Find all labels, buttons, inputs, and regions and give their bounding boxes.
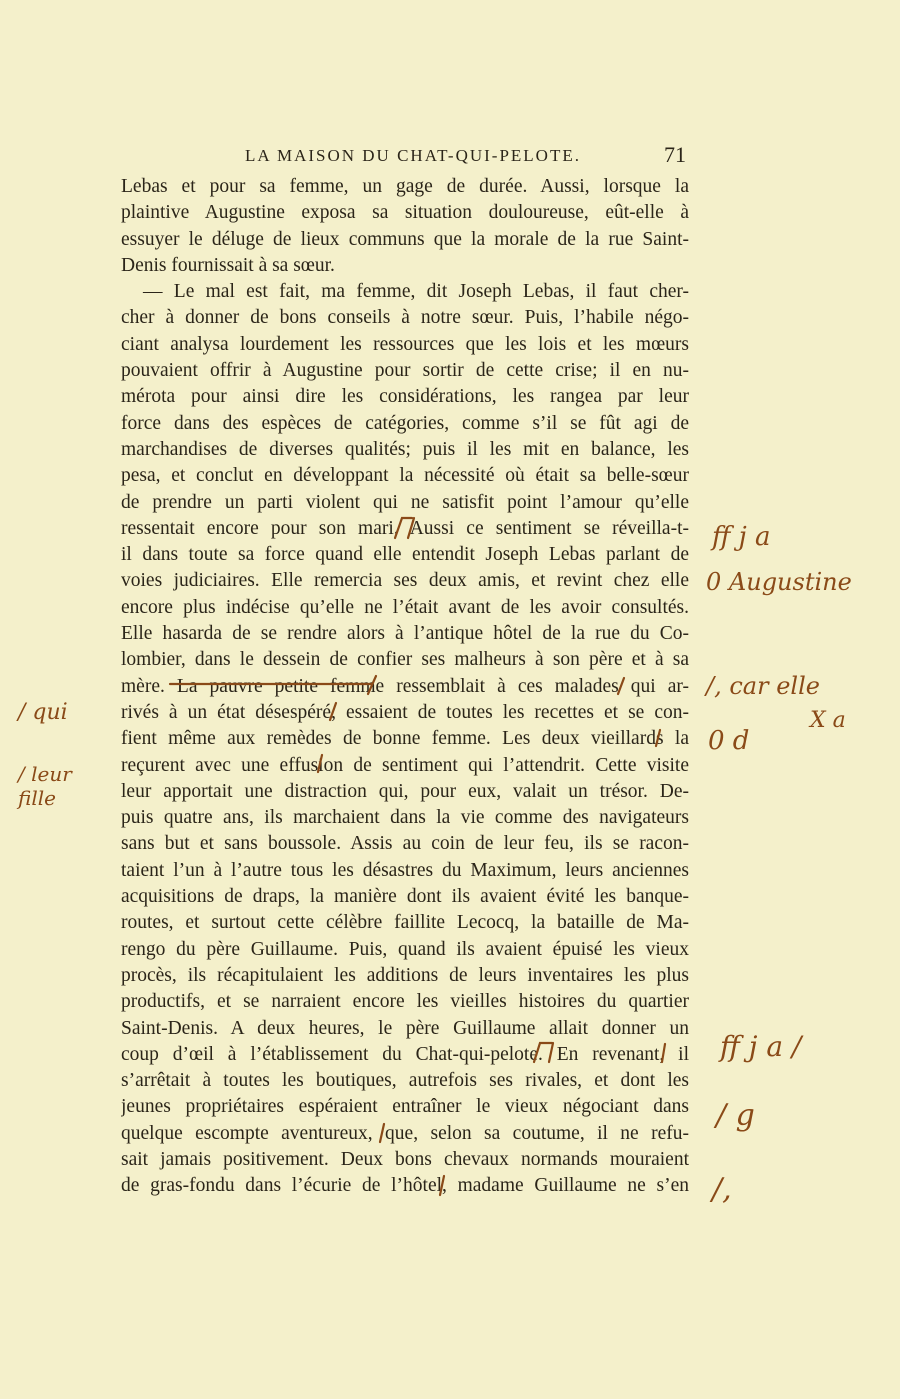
text-line: de prendre un parti violent qui ne satisfit point l’amour qu’elle: [121, 491, 689, 513]
text-line: — Le mal est fait, ma femme, dit Joseph Lebas, il faut cher-: [143, 281, 689, 303]
text-line: puis quatre ans, ils marchaient dans la vie comme des navigateurs: [121, 807, 689, 829]
margin-note: ff j a /: [720, 1030, 802, 1063]
insert-mark: [618, 678, 624, 694]
text-line: pouvaient offrir à Augustine pour sortir de cette crise; il en nu-: [121, 360, 689, 382]
margin-note: 0 d: [708, 726, 750, 756]
margin-note: /, car elle: [706, 672, 820, 700]
insert-mark: [656, 730, 660, 746]
text-line: Denis fournissait à sa sœur.: [121, 254, 335, 276]
text-line: marchandises de diverses qualités; puis il les mit en balance, les: [121, 438, 689, 460]
text-line: leur apportait une distraction qui, pour eux, valait un trésor. De-: [121, 780, 689, 802]
text-line: essuyer le déluge de lieux communs que la morale de la rue Saint-: [121, 228, 689, 250]
text-line: rivés à un état désespéré, essaient de toutes les recettes et se con-: [121, 701, 689, 723]
text-line: ressentait encore pour son mari. Aussi ce sentiment se réveilla-t-: [121, 517, 689, 539]
text-line: Saint-Denis. A deux heures, le père Guillaume allait donner un: [121, 1017, 689, 1039]
margin-note: / qui: [18, 700, 68, 725]
text-line: mère. La pauvre petite femme ressemblait à ces malades qui ar-: [121, 675, 689, 697]
margin-note: 0 Augustine: [706, 568, 852, 596]
text-line: lombier, dans le dessein de confier ses malheurs à son père et à sa: [121, 649, 689, 671]
margin-note: / leur fille: [18, 762, 72, 810]
text-line: coup d’œil à l’établissement du Chat-qui-pelote. En revenant, il: [121, 1043, 689, 1065]
text-line: Lebas et pour sa femme, un gage de durée. Aussi, lorsque la: [121, 176, 689, 197]
text-line: de gras-fondu dans l’écurie de l’hôtel, madame Guillaume ne s’en: [121, 1175, 689, 1197]
text-line: cher à donner de bons conseils à notre sœur. Puis, l’habile négo-: [121, 307, 689, 329]
text-line: mérota pour ainsi dire les considérations, les rangea par leur: [121, 386, 689, 408]
text-line: taient l’un à l’autre tous les désastres du Maximum, leurs anciennes: [121, 859, 689, 881]
page-number: 71: [664, 142, 686, 167]
insert-mark: [549, 1043, 553, 1062]
text-line: rengo du père Guillaume. Puis, quand ils avaient épuisé les vieux: [121, 938, 689, 960]
text-line: productifs, et se narraient encore les vieilles histoires du quartier: [121, 991, 689, 1013]
insert-mark: [662, 1044, 665, 1062]
text-line: reçurent avec une effusion de sentiment qui l’attendrit. Cette visite: [121, 754, 689, 776]
text-line: il dans toute sa force quand elle entendit Joseph Lebas parlant de: [121, 544, 689, 566]
text-line: fient même aux remèdes de bonne femme. Les deux vieillards la: [121, 728, 689, 750]
text-line: plaintive Augustine exposa sa situation douloureuse, eût-elle à: [121, 202, 689, 224]
text-line: force dans des espèces de catégories, comme s’il se fût agi de: [121, 412, 689, 434]
text-line: procès, ils récapitulaient les additions de leurs inventaires les plus: [121, 964, 689, 986]
insert-mark: [318, 755, 322, 772]
text-line: encore plus indécise qu’elle ne l’était avant de les avoir consultés.: [121, 596, 689, 618]
text-line: ciant analysa lourdement les ressources que les lois et les mœurs: [121, 333, 689, 355]
text-line: acquisitions de draps, la manière dont ils avaient évité les banque-: [121, 886, 689, 908]
text-line: sans but et sans boussole. Assis au coin de leur feu, ils se racon-: [121, 833, 689, 855]
margin-note: ff j a: [712, 522, 771, 552]
insert-mark: [380, 1124, 384, 1142]
text-line: s’arrêtait à toutes les boutiques, autrefois ses rivales, et dont les: [121, 1070, 689, 1092]
insert-mark: [408, 518, 414, 538]
running-title: LA MAISON DU CHAT-QUI-PELOTE.: [245, 146, 581, 165]
text-line: jeunes propriétaires espéraient entraîner le vieux négociant dans: [121, 1096, 689, 1118]
text-line: Elle hasarda de se rendre alors à l’antique hôtel de la rue du Co-: [121, 623, 689, 645]
text-line: routes, et surtout cette célèbre faillite Lecocq, la bataille de Ma-: [121, 912, 689, 934]
margin-note: / g: [716, 1098, 755, 1133]
text-line: voies judiciaires. Elle remercia ses deux amis, et revint chez elle: [121, 570, 689, 592]
text-line: sait jamais positivement. Deux bons chevaux normands mouraient: [121, 1148, 689, 1170]
text-line: quelque escompte aventureux, que, selon sa coutume, il ne refu-: [121, 1122, 689, 1144]
insert-mark: [440, 1176, 444, 1195]
text-line: pesa, et conclut en développant la nécessité où était sa belle-sœur: [121, 465, 689, 487]
insert-mark: [330, 703, 336, 720]
margin-note: /,: [712, 1172, 732, 1207]
margin-note: X a: [810, 708, 846, 733]
